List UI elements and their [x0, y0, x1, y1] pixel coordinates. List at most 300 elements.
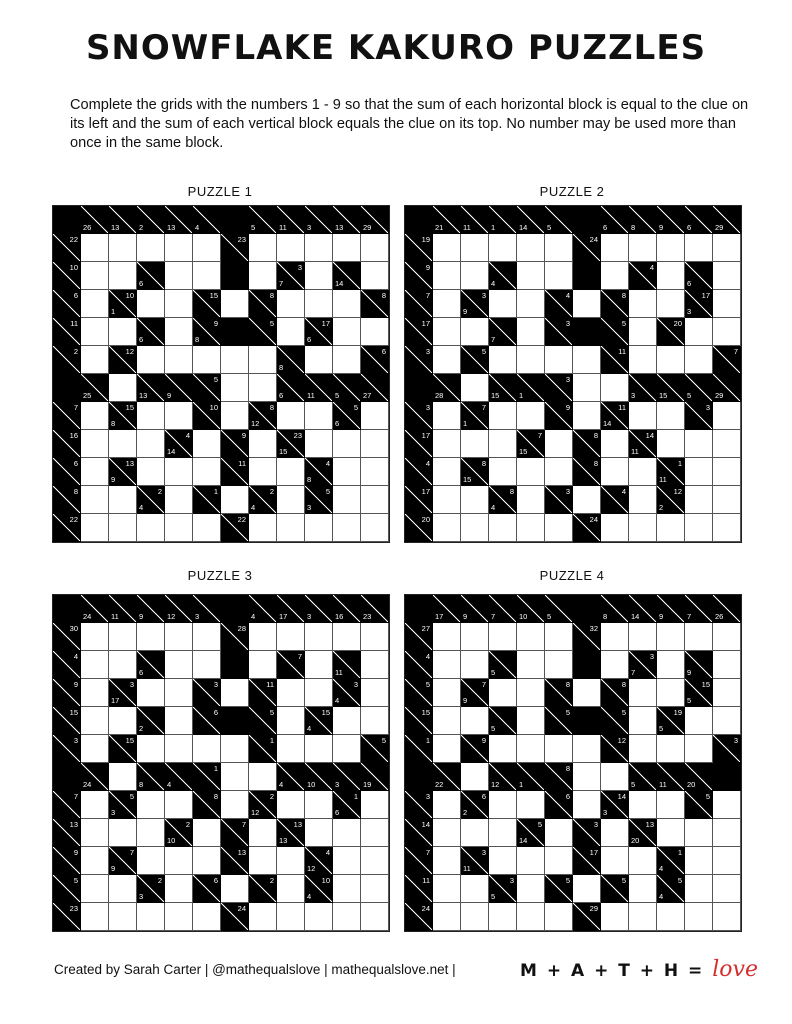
entry-cell: [545, 903, 573, 931]
clue-down: 4: [307, 891, 312, 901]
entry-cell: [361, 903, 389, 931]
entry-cell: [713, 486, 741, 514]
clue-cell: [461, 679, 489, 707]
clue-down: 7: [279, 278, 284, 288]
clue-cell: [405, 875, 433, 903]
clue-across: 7: [425, 848, 430, 857]
clue-cell: [601, 791, 629, 819]
clue-down: 11: [279, 222, 287, 232]
entry-cell: [249, 514, 277, 542]
entry-cell: [137, 346, 165, 374]
clue-down: 4: [659, 863, 664, 873]
entry-cell: [461, 262, 489, 290]
clue-cell: [333, 651, 361, 679]
entry-cell: [361, 623, 389, 651]
clue-down: 4: [307, 723, 312, 733]
clue-across: 17: [421, 487, 430, 496]
entry-cell: [713, 679, 741, 707]
clue-cell: [601, 346, 629, 374]
block-cell: [405, 595, 433, 623]
clue-down: 11: [335, 667, 343, 677]
entry-cell: [433, 875, 461, 903]
entry-cell: [165, 707, 193, 735]
clue-cell: [545, 763, 573, 791]
clue-across: 12: [673, 487, 682, 496]
clue-across: 5: [269, 708, 274, 717]
entry-cell: [601, 623, 629, 651]
entry-cell: [517, 514, 545, 542]
clue-down: 8: [307, 474, 312, 484]
entry-cell: [81, 651, 109, 679]
puzzle-3-title: PUZZLE 3: [187, 568, 253, 583]
block-cell: [221, 206, 249, 234]
entry-cell: [657, 262, 685, 290]
page-title: SNOWFLAKE KAKURO PUZZLES: [85, 28, 707, 68]
clue-down: 2: [463, 807, 468, 817]
entry-cell: [545, 735, 573, 763]
entry-cell: [685, 707, 713, 735]
clue-across: 2: [269, 792, 274, 801]
clue-cell: [657, 707, 685, 735]
entry-cell: [333, 903, 361, 931]
entry-cell: [305, 651, 333, 679]
clue-across: 5: [677, 876, 682, 885]
entry-cell: [601, 458, 629, 486]
clue-cell: [53, 486, 81, 514]
clue-across: 7: [425, 291, 430, 300]
clue-down: 6: [687, 222, 692, 232]
entry-cell: [249, 262, 277, 290]
entry-cell: [333, 234, 361, 262]
clue-across: 11: [266, 680, 274, 689]
clue-cell: [137, 707, 165, 735]
entry-cell: [305, 402, 333, 430]
entry-cell: [249, 346, 277, 374]
entry-cell: [361, 262, 389, 290]
clue-across: 9: [73, 848, 78, 857]
clue-across: 3: [425, 792, 430, 801]
entry-cell: [249, 374, 277, 402]
clue-cell: [657, 458, 685, 486]
clue-cell: [277, 206, 305, 234]
clue-across: 5: [481, 347, 486, 356]
entry-cell: [193, 847, 221, 875]
clue-across: 1: [213, 764, 218, 773]
clue-down: 1: [519, 779, 524, 789]
clue-down: 5: [631, 779, 636, 789]
clue-cell: [685, 290, 713, 318]
clue-cell: [277, 430, 305, 458]
clue-across: 7: [129, 848, 134, 857]
entry-cell: [433, 707, 461, 735]
entry-cell: [277, 318, 305, 346]
clue-down: 13: [167, 222, 176, 232]
clue-across: 5: [73, 876, 78, 885]
clue-down: 17: [111, 695, 120, 705]
entry-cell: [433, 234, 461, 262]
clue-across: 6: [213, 708, 218, 717]
clue-down: 14: [603, 418, 612, 428]
entry-cell: [165, 458, 193, 486]
clue-cell: [53, 735, 81, 763]
clue-across: 15: [69, 708, 78, 717]
clue-down: 5: [491, 891, 496, 901]
clue-across: 9: [213, 319, 218, 328]
clue-cell: [405, 430, 433, 458]
clue-cell: [53, 290, 81, 318]
clue-across: 4: [649, 263, 654, 272]
clue-down: 17: [279, 611, 288, 621]
entry-cell: [81, 847, 109, 875]
entry-cell: [165, 875, 193, 903]
brand-love: love: [712, 957, 758, 982]
clue-cell: [53, 791, 81, 819]
entry-cell: [517, 262, 545, 290]
entry-cell: [573, 486, 601, 514]
clue-cell: [657, 875, 685, 903]
entry-cell: [573, 374, 601, 402]
clue-across: 17: [321, 319, 330, 328]
entry-cell: [433, 290, 461, 318]
clue-down: 20: [687, 779, 696, 789]
entry-cell: [461, 234, 489, 262]
clue-across: 7: [481, 403, 486, 412]
brand-text: M + A + T + H =: [520, 961, 705, 981]
clue-cell: [361, 290, 389, 318]
block-cell: [573, 318, 601, 346]
clue-cell: [629, 374, 657, 402]
clue-down: 8: [195, 334, 200, 344]
clue-cell: [685, 262, 713, 290]
entry-cell: [489, 514, 517, 542]
entry-cell: [489, 903, 517, 931]
puzzle-4-grid: [404, 594, 742, 932]
clue-down: 4: [251, 502, 256, 512]
clue-cell: [405, 290, 433, 318]
entry-cell: [137, 402, 165, 430]
entry-cell: [713, 318, 741, 346]
clue-cell: [573, 623, 601, 651]
clue-cell: [685, 374, 713, 402]
entry-cell: [657, 514, 685, 542]
clue-cell: [249, 735, 277, 763]
clue-cell: [685, 763, 713, 791]
clue-cell: [629, 206, 657, 234]
clue-down: 4: [195, 222, 200, 232]
clue-across: 3: [129, 680, 134, 689]
entry-cell: [517, 651, 545, 679]
entry-cell: [629, 903, 657, 931]
clue-cell: [53, 651, 81, 679]
clue-down: 9: [463, 695, 468, 705]
entry-cell: [489, 847, 517, 875]
clue-cell: [545, 791, 573, 819]
clue-cell: [461, 290, 489, 318]
entry-cell: [81, 791, 109, 819]
clue-down: 26: [715, 611, 724, 621]
clue-across: 8: [565, 680, 570, 689]
entry-cell: [249, 847, 277, 875]
clue-cell: [277, 595, 305, 623]
clue-cell: [545, 595, 573, 623]
clue-across: 3: [509, 876, 514, 885]
entry-cell: [629, 679, 657, 707]
clue-cell: [361, 206, 389, 234]
clue-down: 15: [659, 390, 668, 400]
clue-across: 3: [565, 375, 570, 384]
entry-cell: [517, 234, 545, 262]
clue-down: 11: [659, 779, 667, 789]
clue-cell: [165, 206, 193, 234]
entry-cell: [629, 791, 657, 819]
clue-cell: [193, 763, 221, 791]
entry-cell: [277, 735, 305, 763]
entry-cell: [545, 514, 573, 542]
clue-across: 3: [425, 403, 430, 412]
clue-cell: [109, 206, 137, 234]
clue-across: 2: [269, 487, 274, 496]
clue-cell: [53, 847, 81, 875]
entry-cell: [361, 707, 389, 735]
clue-cell: [489, 206, 517, 234]
entry-cell: [165, 514, 193, 542]
entry-cell: [489, 819, 517, 847]
clue-cell: [461, 595, 489, 623]
entry-cell: [165, 903, 193, 931]
clue-cell: [573, 458, 601, 486]
clue-down: 5: [687, 390, 692, 400]
entry-cell: [685, 875, 713, 903]
clue-cell: [601, 707, 629, 735]
entry-cell: [249, 903, 277, 931]
entry-cell: [713, 651, 741, 679]
clue-across: 3: [565, 319, 570, 328]
clue-down: 3: [631, 390, 636, 400]
entry-cell: [221, 791, 249, 819]
clue-cell: [305, 374, 333, 402]
clue-cell: [305, 875, 333, 903]
clue-cell: [193, 486, 221, 514]
block-cell: [53, 595, 81, 623]
clue-down: 7: [687, 611, 692, 621]
clue-cell: [361, 735, 389, 763]
entry-cell: [461, 318, 489, 346]
clue-cell: [545, 374, 573, 402]
clue-down: 19: [363, 779, 372, 789]
clue-cell: [249, 318, 277, 346]
clue-cell: [573, 903, 601, 931]
clue-across: 24: [589, 235, 598, 244]
clue-across: 12: [125, 347, 134, 356]
entry-cell: [333, 514, 361, 542]
entry-cell: [305, 514, 333, 542]
clue-across: 15: [125, 736, 134, 745]
clue-cell: [193, 374, 221, 402]
clue-cell: [109, 595, 137, 623]
clue-down: 7: [491, 611, 496, 621]
clue-cell: [489, 318, 517, 346]
clue-down: 14: [167, 446, 176, 456]
entry-cell: [685, 903, 713, 931]
clue-down: 25: [83, 390, 92, 400]
clue-across: 5: [621, 876, 626, 885]
clue-down: 9: [111, 863, 116, 873]
entry-cell: [305, 735, 333, 763]
block-cell: [221, 707, 249, 735]
entry-cell: [433, 847, 461, 875]
entry-cell: [461, 819, 489, 847]
clue-across: 30: [69, 624, 78, 633]
entry-cell: [433, 318, 461, 346]
entry-cell: [601, 514, 629, 542]
entry-cell: [137, 430, 165, 458]
entry-cell: [601, 651, 629, 679]
entry-cell: [713, 262, 741, 290]
clue-across: 8: [213, 792, 218, 801]
clue-cell: [405, 903, 433, 931]
clue-down: 11: [307, 390, 315, 400]
entry-cell: [333, 735, 361, 763]
clue-across: 22: [69, 515, 78, 524]
entry-cell: [573, 402, 601, 430]
clue-down: 11: [659, 474, 667, 484]
clue-cell: [277, 819, 305, 847]
clue-across: 29: [589, 904, 598, 913]
clue-down: 6: [603, 222, 608, 232]
clue-cell: [305, 847, 333, 875]
entry-cell: [109, 763, 137, 791]
entry-cell: [81, 262, 109, 290]
entry-cell: [433, 402, 461, 430]
clue-across: 3: [649, 652, 654, 661]
clue-cell: [545, 402, 573, 430]
entry-cell: [361, 875, 389, 903]
clue-across: 2: [269, 876, 274, 885]
clue-cell: [249, 595, 277, 623]
clue-cell: [489, 875, 517, 903]
entry-cell: [165, 651, 193, 679]
clue-down: 9: [463, 306, 468, 316]
clue-cell: [405, 402, 433, 430]
clue-down: 9: [139, 611, 144, 621]
clue-cell: [545, 679, 573, 707]
entry-cell: [517, 847, 545, 875]
entry-cell: [489, 735, 517, 763]
clue-cell: [489, 595, 517, 623]
clue-across: 17: [421, 431, 430, 440]
clue-cell: [53, 430, 81, 458]
entry-cell: [657, 402, 685, 430]
clue-cell: [137, 318, 165, 346]
clue-cell: [361, 595, 389, 623]
entry-cell: [137, 458, 165, 486]
clue-across: 10: [321, 876, 330, 885]
entry-cell: [81, 875, 109, 903]
entry-cell: [713, 430, 741, 458]
entry-cell: [517, 346, 545, 374]
entry-cell: [361, 679, 389, 707]
clue-down: 6: [139, 278, 144, 288]
entry-cell: [193, 458, 221, 486]
clue-cell: [629, 763, 657, 791]
clue-across: 4: [325, 848, 330, 857]
clue-down: 11: [631, 446, 639, 456]
clue-cell: [601, 875, 629, 903]
clue-down: 9: [687, 667, 692, 677]
clue-cell: [221, 430, 249, 458]
entry-cell: [545, 847, 573, 875]
entry-cell: [657, 290, 685, 318]
entry-cell: [81, 234, 109, 262]
entry-cell: [545, 819, 573, 847]
clue-cell: [277, 763, 305, 791]
clue-cell: [221, 234, 249, 262]
entry-cell: [221, 875, 249, 903]
clue-cell: [193, 206, 221, 234]
entry-cell: [305, 290, 333, 318]
clue-cell: [601, 290, 629, 318]
entry-cell: [489, 679, 517, 707]
clue-cell: [53, 903, 81, 931]
clue-across: 8: [381, 291, 386, 300]
clue-down: 2: [139, 222, 144, 232]
clue-down: 3: [335, 779, 340, 789]
entry-cell: [277, 402, 305, 430]
clue-down: 22: [435, 779, 444, 789]
entry-cell: [461, 707, 489, 735]
entry-cell: [713, 458, 741, 486]
clue-across: 4: [185, 431, 190, 440]
clue-down: 5: [659, 723, 664, 733]
clue-cell: [53, 458, 81, 486]
clue-across: 4: [425, 652, 430, 661]
clue-across: 6: [213, 876, 218, 885]
clue-across: 4: [621, 487, 626, 496]
entry-cell: [221, 735, 249, 763]
clue-down: 5: [251, 222, 256, 232]
entry-cell: [433, 430, 461, 458]
entry-cell: [137, 623, 165, 651]
clue-cell: [713, 735, 741, 763]
entry-cell: [685, 318, 713, 346]
block-cell: [573, 595, 601, 623]
clue-cell: [517, 374, 545, 402]
clue-down: 13: [111, 222, 120, 232]
clue-cell: [53, 262, 81, 290]
clue-down: 3: [307, 502, 312, 512]
clue-across: 12: [617, 736, 626, 745]
clue-cell: [685, 651, 713, 679]
entry-cell: [277, 847, 305, 875]
clue-cell: [657, 318, 685, 346]
clue-cell: [405, 707, 433, 735]
entry-cell: [137, 735, 165, 763]
clue-across: 1: [677, 459, 682, 468]
puzzle-3-grid: [52, 594, 390, 932]
entry-cell: [221, 290, 249, 318]
entry-cell: [433, 651, 461, 679]
entry-cell: [249, 651, 277, 679]
clue-across: 7: [73, 792, 78, 801]
entry-cell: [629, 514, 657, 542]
entry-cell: [601, 847, 629, 875]
clue-cell: [277, 262, 305, 290]
clue-cell: [53, 346, 81, 374]
clue-cell: [109, 791, 137, 819]
clue-down: 13: [335, 222, 344, 232]
clue-down: 13: [139, 390, 148, 400]
entry-cell: [629, 346, 657, 374]
